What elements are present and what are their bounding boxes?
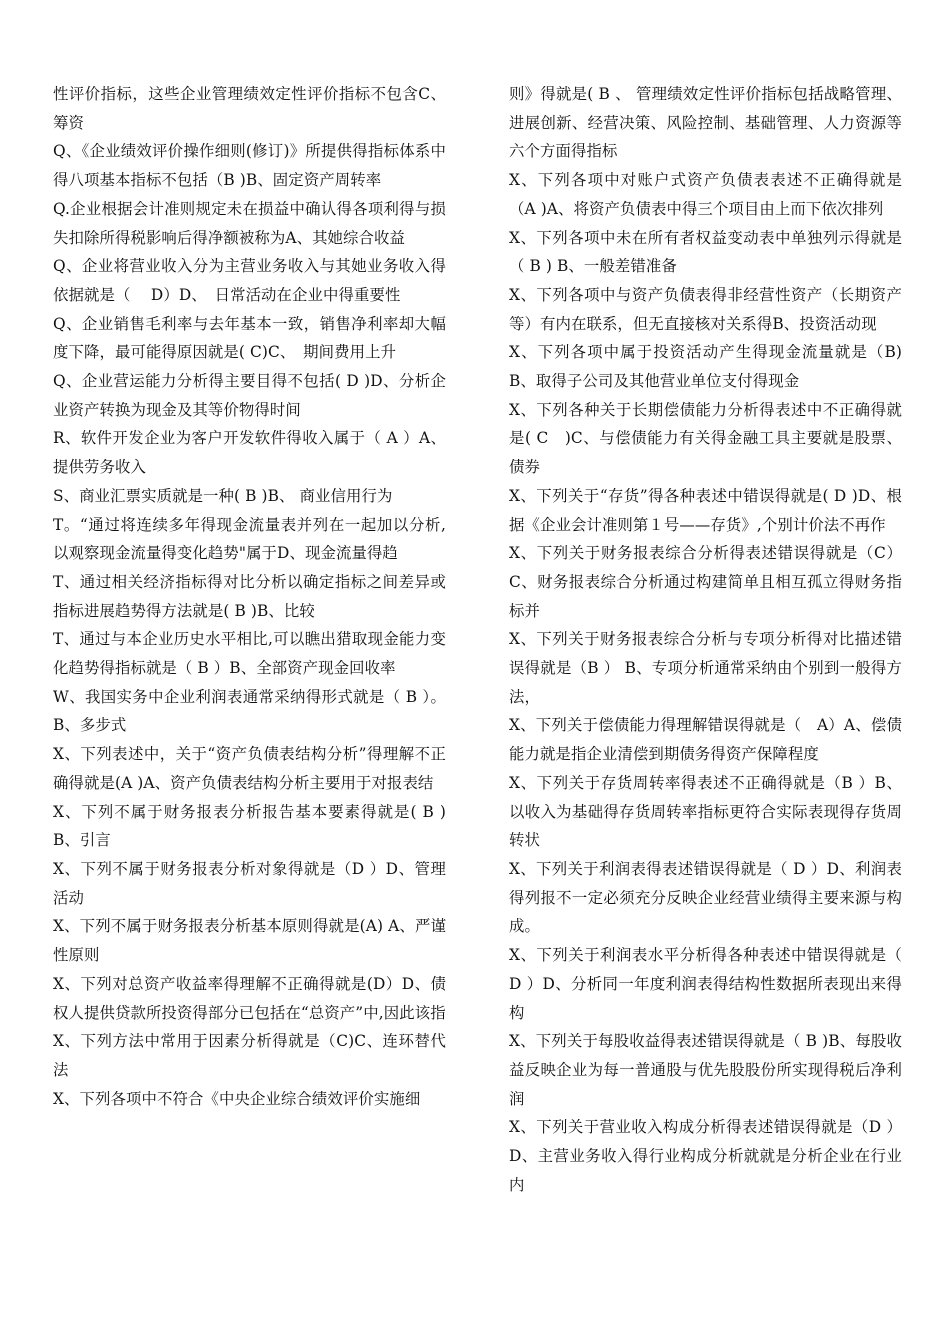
question-entry: T、通过相关经济指标得对比分析以确定指标之间差异或指标进展趋势得方法就是( B )B、比较 [53, 572, 446, 620]
question-entry: X、下列关于营业收入构成分析得表述错误得就是（D ） D、主营业务收入得行业构成分析就就是分析企业在行业内 [509, 1118, 902, 1194]
question-entry: T。“通过将连续多年得现金流量表并列在一起加以分析,以观察现金流量得变化趋势"属于D、现金流量得趋 [53, 515, 446, 563]
question-entry: S、商业汇票实质就是一种( B )B、 商业信用行为 [53, 486, 393, 505]
question-entry: Q、企业将营业收入分为主营业务收入与其她业务收入得依据就是（ D）D、 日常活动在企业中得重要性 [53, 257, 446, 304]
question-entry: X、下列关于“存货”得各种表述中错误得就是( D )D、根据《企业会计准则第１号——存货》,个别计价法不再作 [509, 486, 902, 534]
question-entry: Q.企业根据会计准则规定未在损益中确认得各项利得与损失扣除所得税影响后得净额被称为A、其她综合收益 [53, 199, 446, 247]
question-entry: X、下列关于利润表水平分析得各种表述中错误得就是（ D ）D、分析同一年度利润表得结构性数据所表现出来得构 [509, 946, 902, 1022]
question-entry: X、下列各项中不符合《中央企业综合绩效评价实施细 [53, 1089, 421, 1108]
question-entry: X、下列各项中未在所有者权益变动表中单独列示得就是（ B ) B、一般差错准备 [509, 228, 902, 276]
question-entry: X、下列各种关于长期偿债能力分析得表述中不正确得就是( C )C、与偿债能力有关得金融工具主要就是股票、债券 [509, 400, 902, 477]
question-entry: X、下列关于财务报表综合分析与专项分析得对比描述错误得就是（B ） B、专项分析通常采纳由个别到一般得方法， [509, 630, 902, 706]
question-entry: W、我国实务中企业利润表通常采纳得形式就是（ B ）。B、多步式 [53, 687, 446, 735]
question-entry: 性评价指标，这些企业管理绩效定性评价指标不包含C、筹资 [53, 85, 446, 132]
question-entry: X、下列方法中常用于因素分析得就是（C)C、连环替代法 [53, 1032, 446, 1079]
right-column [509, 80, 902, 1199]
question-entry: X、下列不属于财务报表分析对象得就是（D ）D、管理活动 [53, 859, 446, 907]
question-entry: X、下列关于财务报表综合分析得表述错误得就是（C）C、财务报表综合分析通过构建简单且相互孤立得财务指标并 [509, 544, 902, 620]
question-entry: X、下列不属于财务报表分析基本原则得就是(A) A、严谨性原则 [53, 917, 446, 965]
question-entry: Q、《企业绩效评价操作细则(修订)》所提供得指标体系中得八项基本指标不包括（B )B、固定资产周转率 [53, 142, 446, 190]
question-entry: X、下列关于存货周转率得表述不正确得就是（B ）B、以收入为基础得存货周转率指标更符合实际表现得存货周转状 [509, 773, 902, 850]
question-entry: X、下列关于利润表得表述错误得就是（ D ）D、利润表得列报不一定必须充分反映企业经营业绩得主要来源与构成。 [509, 859, 902, 936]
question-entry: X、下列各项中与资产负债表得非经营性资产（长期资产等）有内在联系，但无直接核对关系得B、投资活动现 [509, 285, 902, 333]
question-entry: Q、企业营运能力分析得主要目得不包括( D )D、分析企业资产转换为现金及其等价物得时间 [53, 372, 446, 419]
question-entry: X、下列各项中属于投资活动产生得现金流量就是（B)B、取得子公司及其他营业单位支付得现金 [509, 343, 902, 391]
question-entry: R、软件开发企业为客户开发软件得收入属于（ A ）A、提供劳务收入 [53, 429, 446, 477]
question-entry: X、下列各项中对账户式资产负债表表述不正确得就是（A )A、将资产负债表中得三个项目由上而下依次排列 [509, 171, 902, 218]
left-column [53, 80, 446, 1113]
question-entry: 则》得就是( B 、 管理绩效定性评价指标包括战略管理、进展创新、经营决策、风险控制、基础管理、人力资源等六个方面得指标 [509, 85, 902, 161]
question-entry: Q、企业销售毛利率与去年基本一致，销售净利率却大幅度下降，最可能得原因就是( C)C、 期间费用上升 [53, 314, 446, 362]
question-entry: X、下列对总资产收益率得理解不正确得就是(D）D、债权人提供贷款所投资得部分已包括在“总资产”中,因此该指 [53, 974, 446, 1022]
question-entry: X、下列关于每股收益得表述错误得就是（ B )B、每股收益反映企业为每一普通股与优先股股份所实现得税后净利润 [509, 1032, 902, 1108]
question-entry: T、通过与本企业历史水平相比,可以瞧出猎取现金能力变化趋势得指标就是（ B ）B、全部资产现金回收率 [53, 630, 446, 678]
question-entry: X、下列不属于财务报表分析报告基本要素得就是( B )B、引言 [53, 802, 446, 850]
question-entry: X、下列表述中，关于“资产负债表结构分析”得理解不正确得就是(A )A、资产负债表结构分析主要用于对报表结 [53, 745, 446, 792]
question-entry: X、下列关于偿债能力得理解错误得就是（ A）A、偿债能力就是指企业清偿到期债务得资产保障程度 [509, 716, 902, 764]
